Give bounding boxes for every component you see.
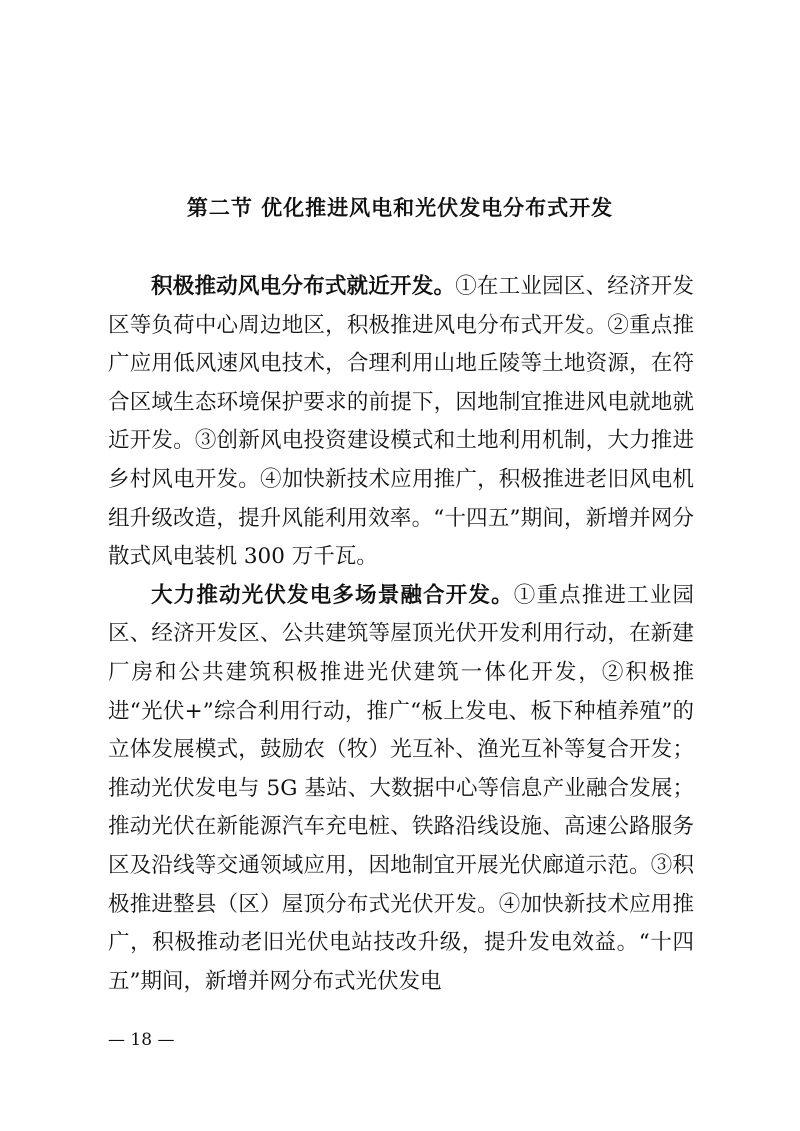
paragraph-lead: 大力推动光伏发电多场景融合开发。 (151, 582, 514, 608)
paragraph-text: ①重点推进工业园区、经济开发区、公共建筑等屋顶光伏开发利用行动，在新建厂房和公共建筑积极推进光伏建筑一体化开发，②积极推进“光伏+”综合利用行动，推广“板上发电、板下种植养殖”的立体发展模式，鼓励农（牧）光互补、渔光互补等复合开发；推动光伏发电与 5G 基站、大数据中心等信息产业融合发展；推动光伏在新能源汽车充电桩、铁路沿线设施、高速公路服务区及沿线等交通领域应用，因地制宜开展光伏廊道示范。③积极推进整县（区）屋顶分布式光伏开发。④加快新技术应用推广，积极推动老旧光伏电站技改升级，提升发电效益。“十四五”期间，新增并网分布式光伏发电 (108, 582, 694, 994)
paragraph-solar (108, 577, 694, 1002)
paragraph-lead: 积极推动风电分布式就近开发。 (151, 274, 456, 299)
page-number: — 18 — (108, 1030, 175, 1050)
paragraph-text: ①在工业园区、经济开发区等负荷中心周边地区，积极推进风电分布式开发。②重点推广应用低风速风电技术，合理利用山地丘陵等土地资源，在符合区域生态环境保护要求的前提下，因地制宜推进风电就地就近开发。③创新风电投资建设模式和土地利用机制，大力推进乡村风电开发。④加快新技术应用推广，积极推进老旧风电机组升级改造，提升风能利用效率。“十四五”期间，新增并网分散式风电装机 300 万千瓦。 (108, 274, 694, 570)
body-text (108, 268, 694, 1001)
section-heading: 第二节 优化推进风电和光伏发电分布式开发 (186, 196, 614, 220)
paragraph-wind (108, 268, 694, 577)
